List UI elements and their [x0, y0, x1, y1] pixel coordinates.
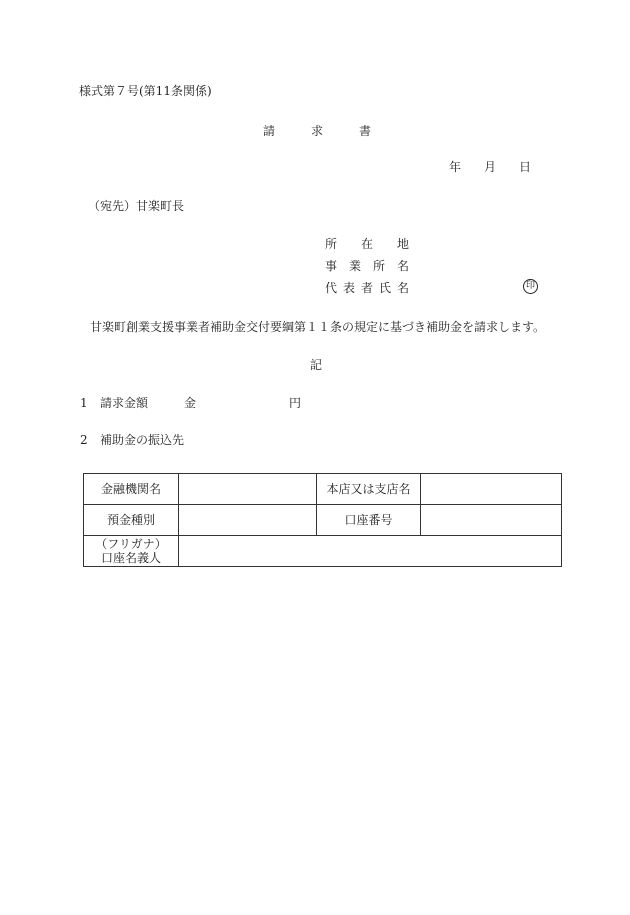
rep-char: 氏 — [378, 281, 391, 295]
company-char: 名 — [396, 259, 409, 273]
holder-label: 口座名義人 — [100, 551, 161, 565]
addressee: （宛先）甘楽町長 — [88, 199, 185, 213]
date-line — [449, 160, 531, 174]
date-day: 日 — [518, 160, 531, 174]
amount-en: 円 — [289, 396, 302, 410]
item1-label: 請求金額 — [100, 396, 149, 410]
account-number-field[interactable] — [421, 505, 562, 536]
company-char: 事 — [325, 259, 338, 273]
company-char: 所 — [372, 259, 385, 273]
table-row — [84, 505, 562, 536]
date-year: 年 — [449, 160, 462, 174]
address-char: 所 — [325, 237, 338, 251]
bank-transfer-table — [83, 473, 562, 567]
amount-kin: 金 — [184, 396, 197, 410]
furigana-label: （フリガナ） — [95, 537, 167, 551]
title-char: 求 — [310, 124, 323, 138]
rep-char: 者 — [360, 281, 373, 295]
institution-field[interactable] — [179, 474, 317, 505]
company-label — [325, 259, 409, 273]
institution-label: 金融機関名 — [84, 474, 179, 505]
holder-label-cell — [84, 536, 179, 567]
date-month: 月 — [483, 160, 496, 174]
branch-label: 本店又は支店名 — [317, 474, 421, 505]
account-type-field[interactable] — [179, 505, 317, 536]
rep-char: 表 — [342, 281, 355, 295]
ki-heading: 記 — [310, 358, 323, 372]
seal-mark: 印 — [523, 279, 538, 294]
table-row — [84, 536, 562, 567]
document-title — [263, 124, 371, 138]
form-number: 様式第７号(第11条関係) — [79, 84, 212, 98]
account-type-label: 預金種別 — [84, 505, 179, 536]
request-body-text: 甘楽町創業支援事業者補助金交付要綱第１１条の規定に基づき補助金を請求します。 — [90, 320, 546, 334]
item2-label: 補助金の振込先 — [100, 433, 185, 447]
item1-number: 1 — [80, 396, 88, 410]
rep-char: 名 — [396, 281, 409, 295]
rep-char: 代 — [325, 281, 338, 295]
address-char: 地 — [396, 237, 409, 251]
table-row — [84, 474, 562, 505]
company-char: 業 — [348, 259, 361, 273]
account-number-label: 口座番号 — [317, 505, 421, 536]
title-char: 書 — [358, 124, 371, 138]
item2-number: 2 — [80, 433, 88, 447]
representative-label — [325, 281, 409, 295]
title-char: 請 — [263, 124, 276, 138]
holder-field[interactable] — [179, 536, 562, 567]
address-label — [325, 237, 409, 251]
address-char: 在 — [360, 237, 373, 251]
branch-field[interactable] — [421, 474, 562, 505]
